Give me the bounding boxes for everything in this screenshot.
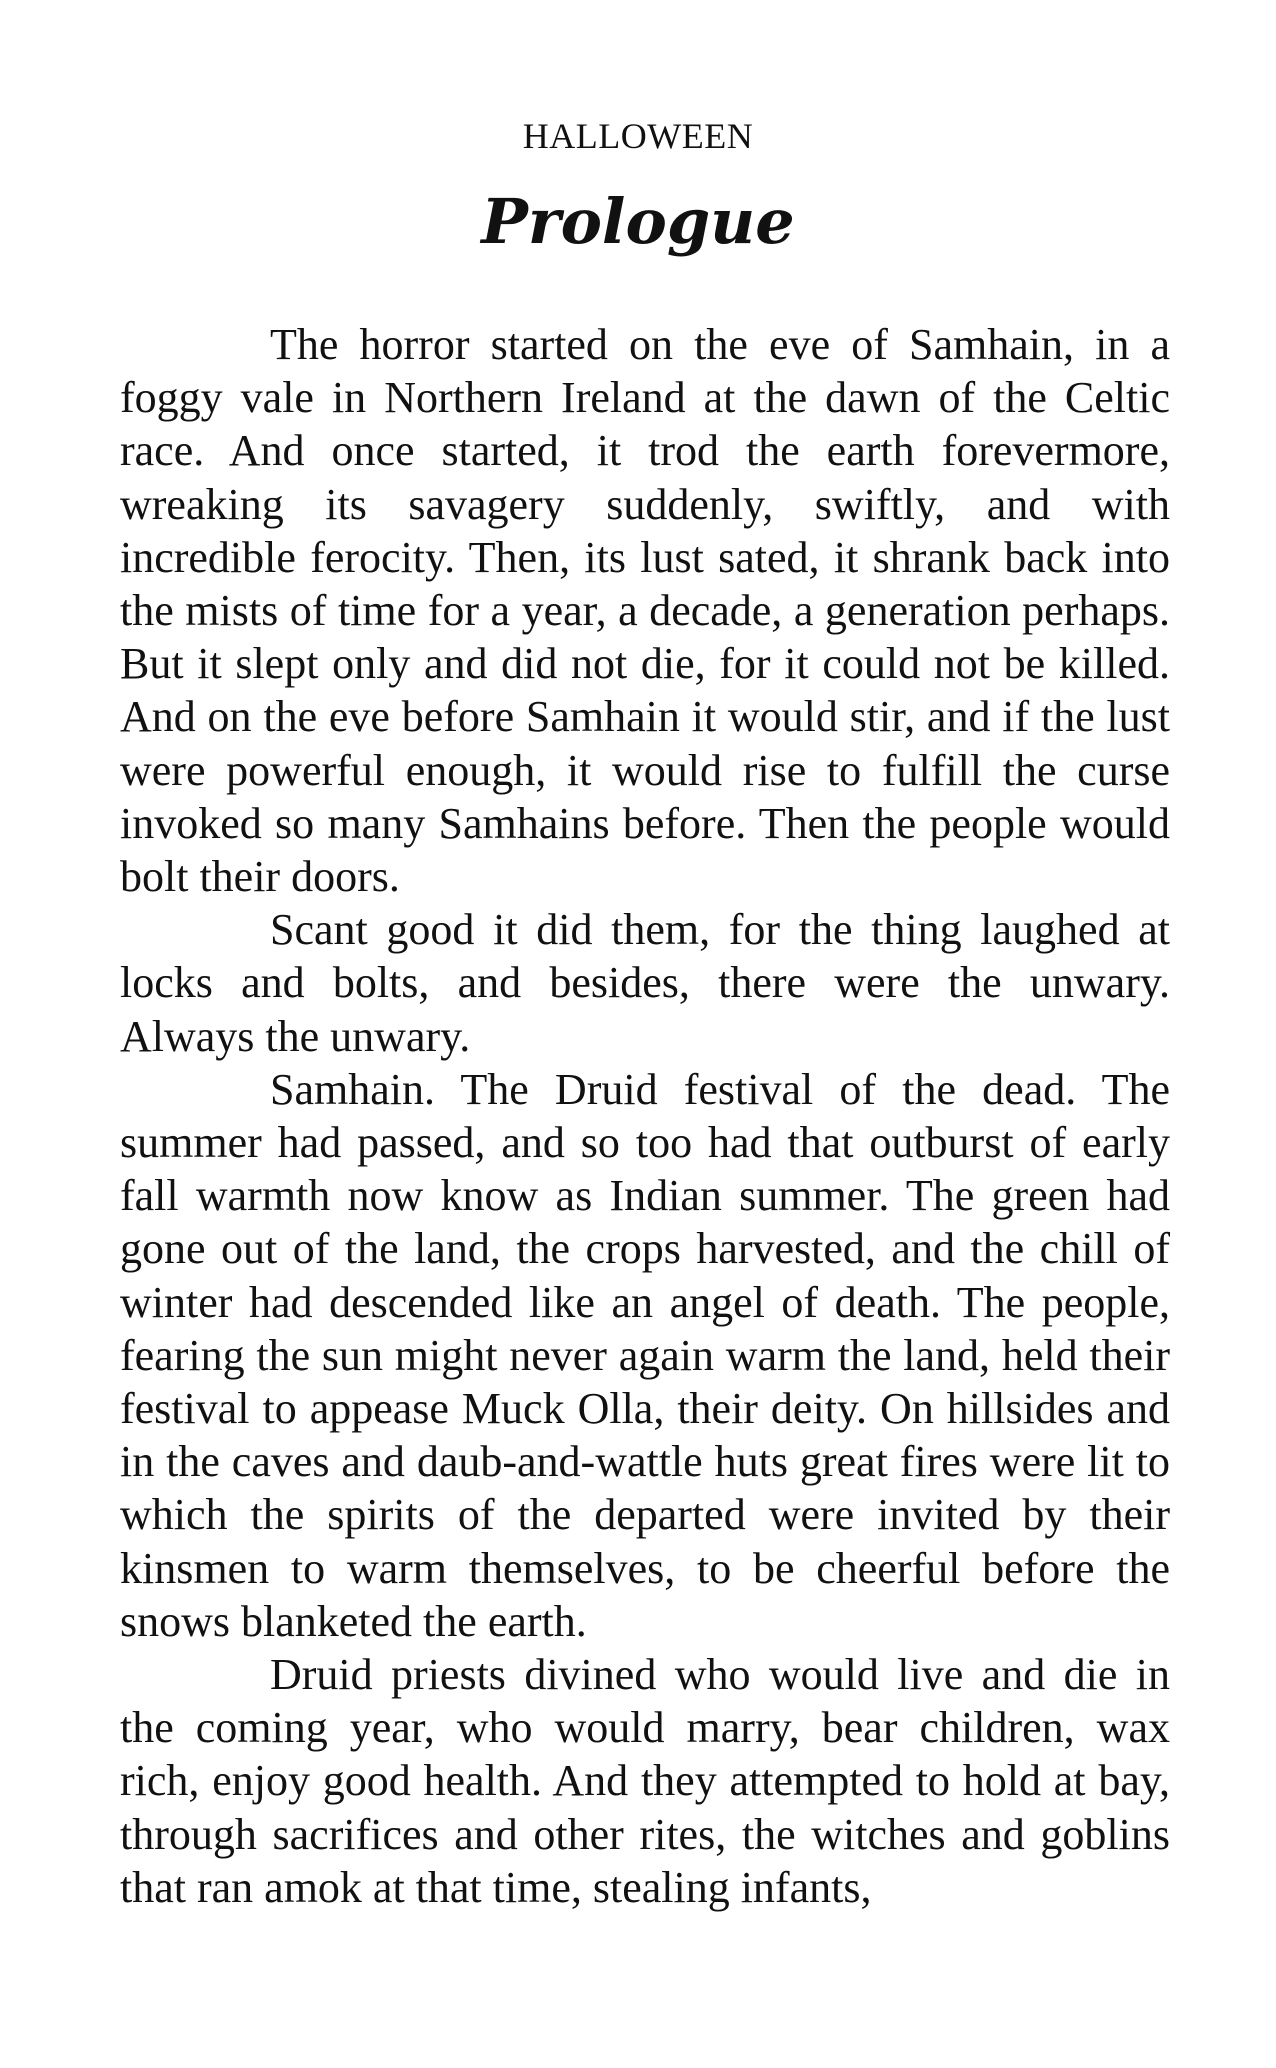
paragraph: Samhain. The Druid festival of the dead. The summer had passed, and so too had that outburst of early fall warmth now know as Indian summer. The green had gone out of the land, the crops harvested, and the chill of winter had descended like an angel of death. The people, fearing the sun might never again warm the land, held their festival to appease Muck Olla, their deity. On hillsides and in the caves and daub-and-wattle huts great fires were lit to which the spirits of the departed were invited by their kinsmen to warm themselves, to be cheerful before the snows blanketed the earth. — [120, 1064, 1170, 1646]
paragraph: Scant good it did them, for the thing laughed at locks and bolts, and besides, there were the unwary. Always the unwary. — [120, 905, 1170, 1061]
running-head: HALLOWEEN — [522, 116, 754, 156]
chapter-title: Prologue — [481, 185, 795, 258]
paragraph: Druid priests divined who would live and die in the coming year, who would marry, bear children, wax rich, enjoy good health. And they attempted to hold at bay, through sacrifices and other rites, the witches and goblins that ran amok at that time, stealing infants, — [120, 1650, 1170, 1912]
body-text — [120, 318, 1170, 1914]
paragraph: The horror started on the eve of Samhain, in a foggy vale in Northern Ireland at the dawn of the Celtic race. And once started, it trod the earth forevermore, wreaking its savagery suddenly, swiftly, and with incredible ferocity. Then, its lust sated, it shrank back into the mists of time for a year, a decade, a generation perhaps. But it slept only and did not die, for it could not be killed. And on the eve before Samhain it would stir, and if the lust were powerful enough, it would rise to fulfill the curse invoked so many Samhains before. Then the people would bolt their doors. — [120, 320, 1170, 902]
